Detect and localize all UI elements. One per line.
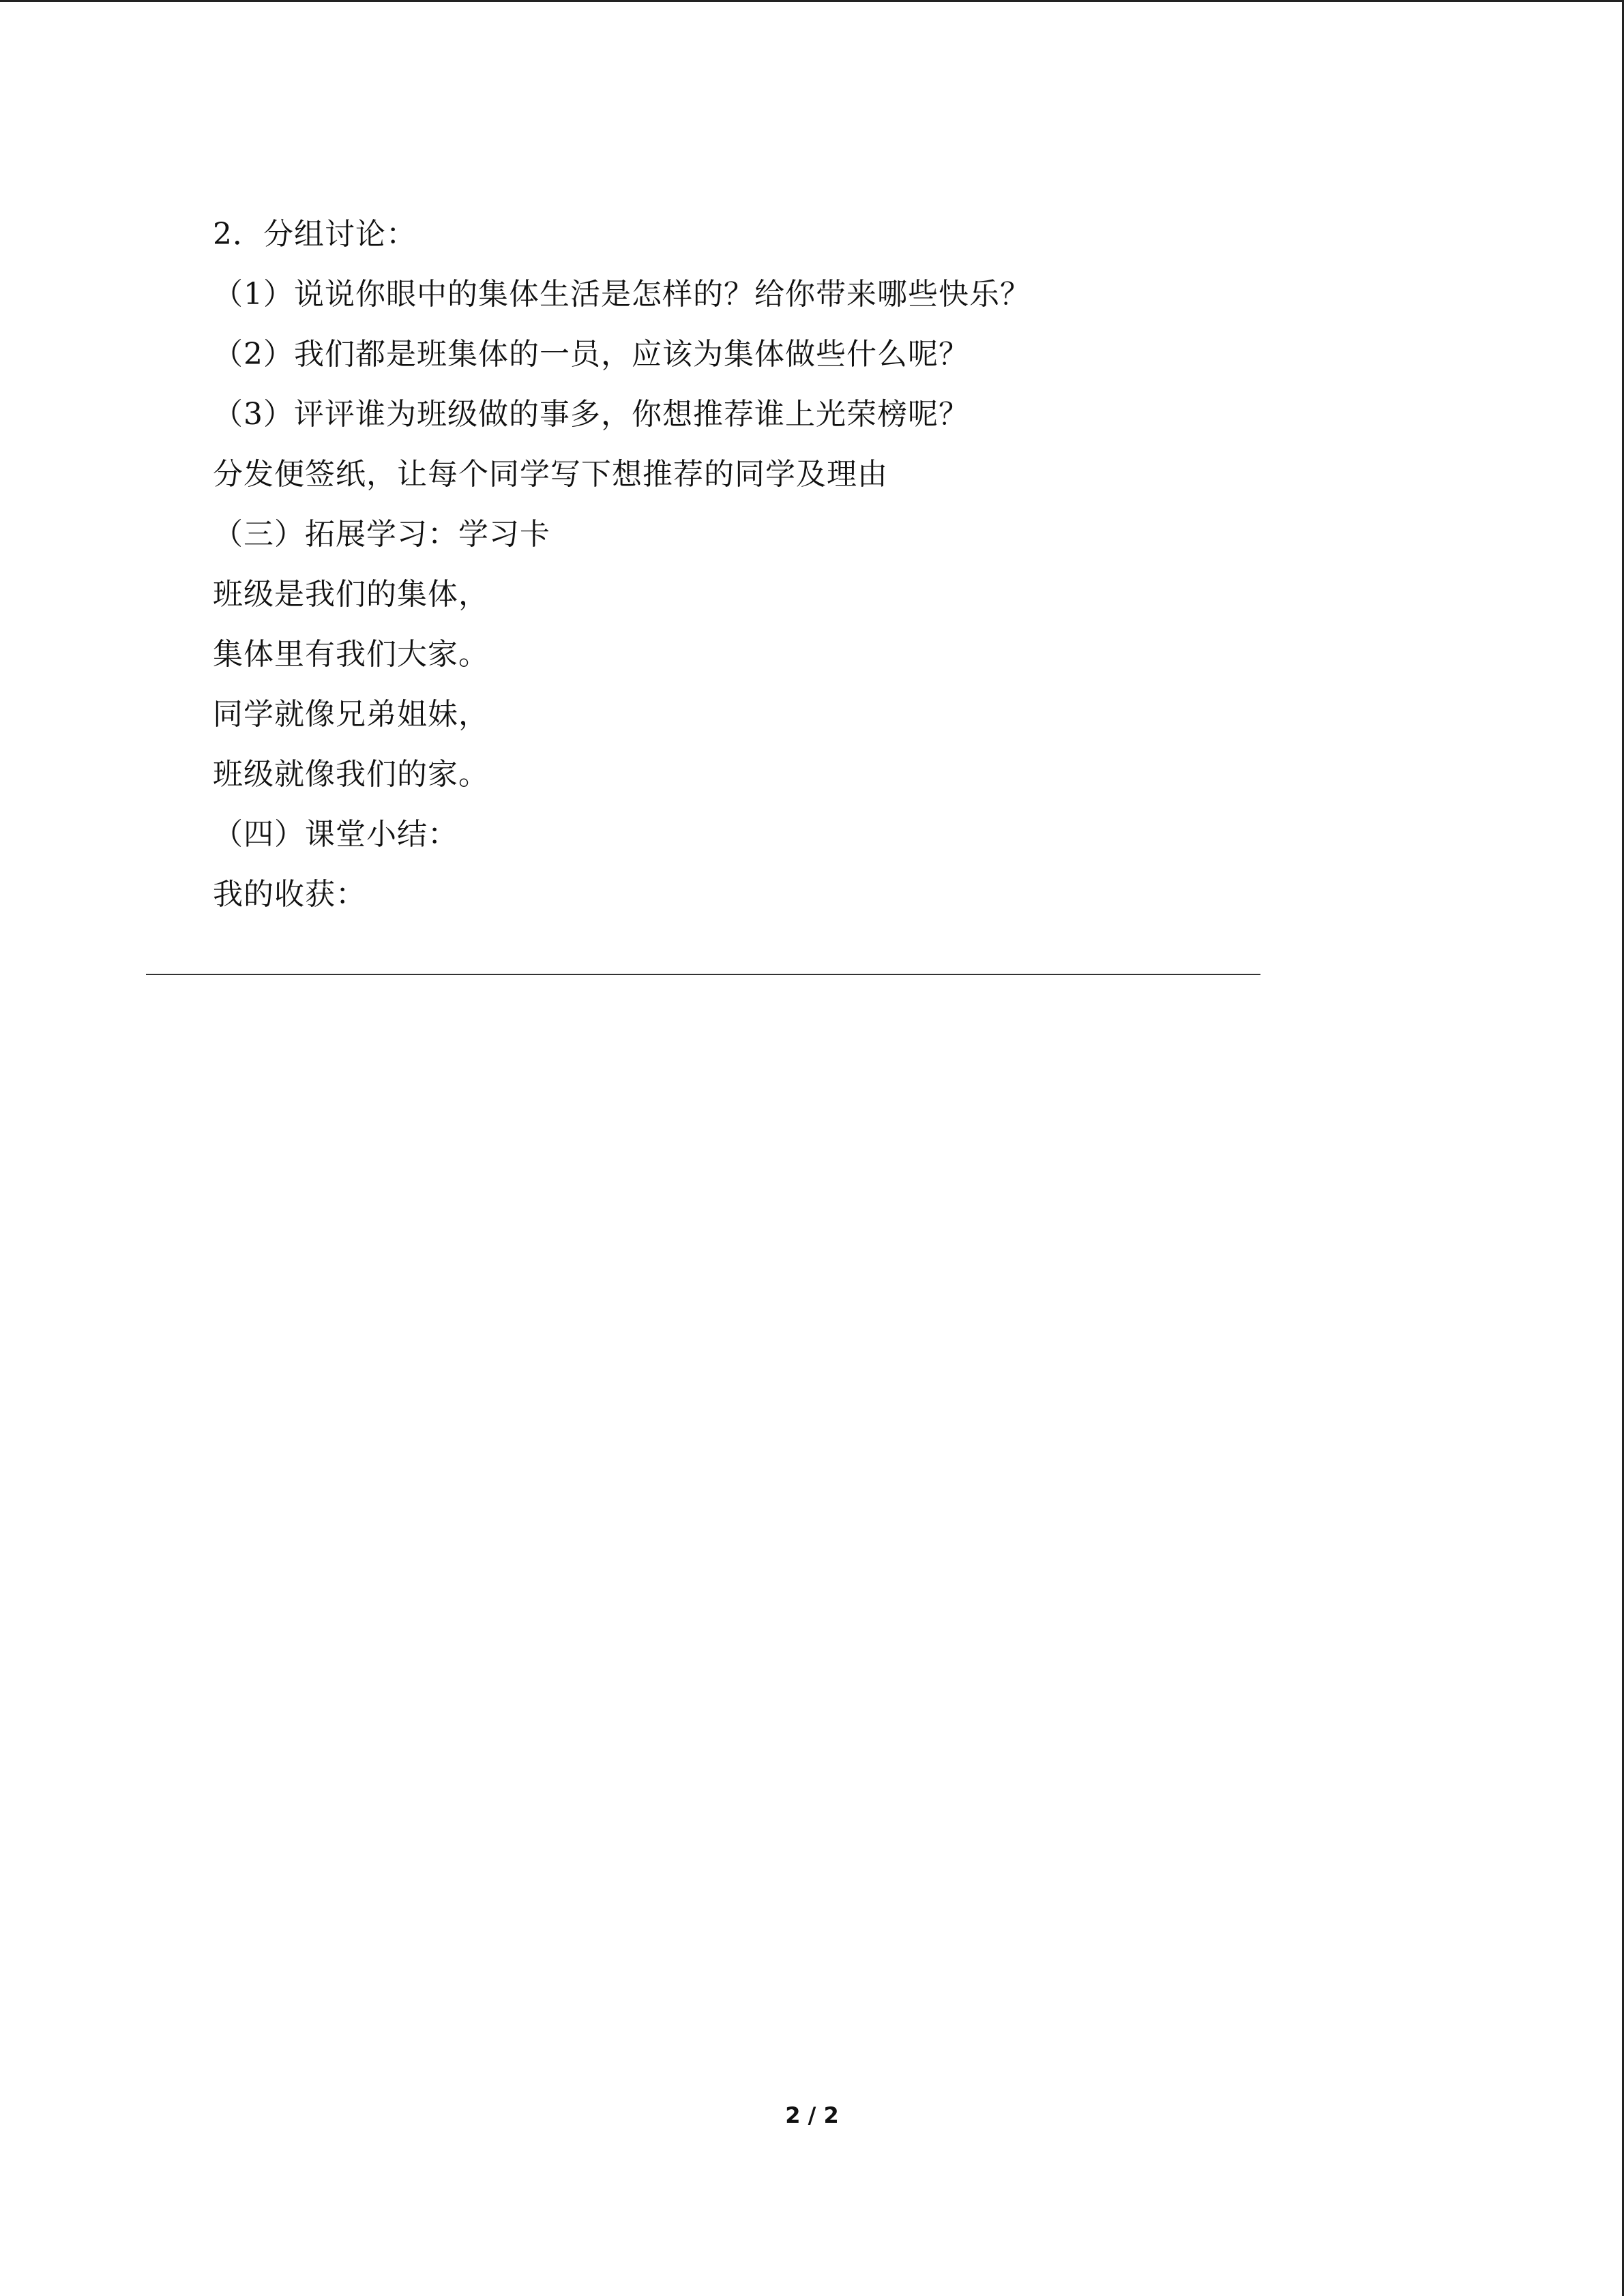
class-summary-heading: （四）课堂小结： bbox=[213, 817, 458, 852]
page-number: 2 / 2 bbox=[785, 2102, 839, 2128]
extension-learning-heading: （三）拓展学习：学习卡 bbox=[213, 517, 550, 552]
discussion-question-3: （3）评评谁为班级做的事多，你想推荐谁上光荣榜呢？ bbox=[213, 397, 969, 432]
poem-line-3: 同学就像兄弟姐妹， bbox=[213, 697, 489, 732]
page-border-top bbox=[0, 0, 1624, 2]
group-discussion-heading: 2．分组讨论： bbox=[213, 217, 417, 252]
sticky-note-instruction: 分发便签纸，让每个同学写下想推荐的同学及理由 bbox=[213, 457, 888, 492]
poem-line-2: 集体里有我们大家。 bbox=[213, 637, 489, 672]
poem-line-4: 班级就像我们的家。 bbox=[213, 757, 489, 792]
discussion-question-2: （2）我们都是班集体的一员，应该为集体做些什么呢？ bbox=[213, 337, 969, 372]
poem-line-1: 班级是我们的集体， bbox=[213, 577, 489, 612]
discussion-question-1: （1）说说你眼中的集体生活是怎样的？给你带来哪些快乐？ bbox=[213, 277, 1031, 312]
answer-line bbox=[146, 974, 1260, 975]
document-body bbox=[213, 205, 1372, 925]
my-gains-label: 我的收获： bbox=[213, 877, 366, 912]
